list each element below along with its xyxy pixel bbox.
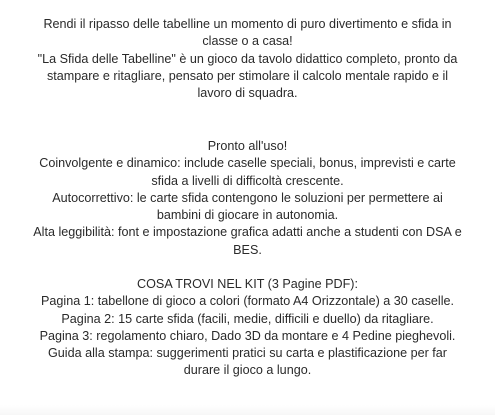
features-section	[0, 138, 495, 259]
bottom-edge	[0, 405, 495, 415]
intro-line: "La Sfida delle Tabelline" è un gioco da tavolo didattico completo, pronto da	[37, 51, 458, 66]
intro-line: lavoro di squadra.	[197, 86, 298, 101]
feature-line: Coinvolgente e dinamico: include caselle speciali, bonus, imprevisti e carte	[39, 156, 456, 171]
feature-line: BES.	[233, 242, 262, 257]
features-heading: Pronto all'uso!	[207, 139, 288, 153]
kit-line: Pagina 2: 15 carte sfida (facili, medie, difficili e duello) da ritagliare.	[61, 311, 434, 326]
feature-line: sfida a livelli di difficoltà crescente.	[151, 173, 344, 188]
intro-paragraph	[0, 16, 495, 102]
kit-line: Pagina 1: tabellone di gioco a colori (formato A4 Orizzontale) a 30 caselle.	[40, 294, 455, 309]
feature-line: Autocorrettivo: le carte sfida contengono le soluzioni per permettere ai	[52, 190, 443, 205]
intro-line: Rendi il ripasso delle tabelline un momento di puro divertimento e sfida in	[43, 17, 452, 31]
feature-line: bambini di giocare in autonomia.	[156, 208, 339, 223]
kit-line: Guida alla stampa: suggerimenti pratici su carta e plastificazione per far	[48, 346, 447, 361]
intro-line: classe o a casa!	[202, 34, 293, 49]
kit-line: Pagina 3: regolamento chiaro, Dado 3D da montare e 4 Pedine pieghevoli.	[39, 328, 456, 343]
kit-line: durare il gioco a lungo.	[183, 363, 312, 378]
kit-contents-section	[0, 276, 495, 380]
kit-heading: COSA TROVI NEL KIT (3 Pagine PDF):	[137, 277, 358, 291]
intro-line: stampare e ritagliare, pensato per stimolare il calcolo mentale rapido e il	[46, 68, 449, 83]
feature-line: Alta leggibilità: font e impostazione grafica adatti anche a studenti con DSA e	[33, 225, 462, 240]
